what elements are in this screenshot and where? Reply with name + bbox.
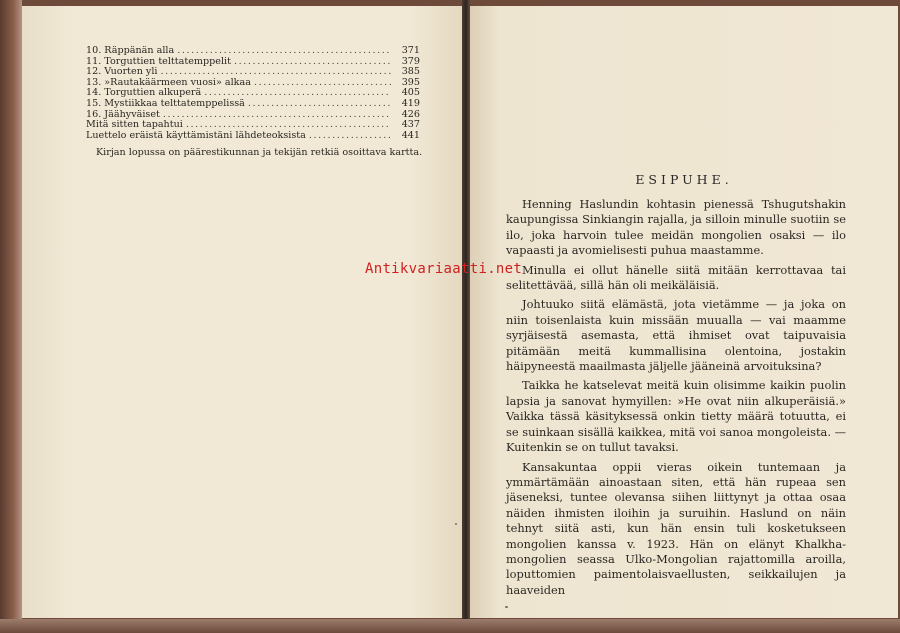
toc-entry-page: 395 bbox=[401, 76, 420, 88]
toc-entry-title: 16. Jäähyväiset bbox=[86, 108, 160, 120]
preface-paragraph: Taikka he katselevat meitä kuin olisimme kaikin puolin lapsia ja sanovat hymyillen: »He ovat niin alkuperäisiä.» Vaikka tässä käsityksessä onkin tietty määrä totuutta, ei se suinkaan sisällä kaikkea, mitä voi sanoa mongoleista. — Kuitenkin se on tullut tavaksi. bbox=[506, 378, 846, 455]
paper-speck bbox=[505, 606, 508, 608]
toc-entry bbox=[86, 99, 420, 110]
toc-entry-page: 385 bbox=[401, 66, 420, 78]
toc-leader-dots bbox=[163, 110, 391, 121]
toc-entry-page: 426 bbox=[401, 108, 420, 120]
preface-paragraph: Minulla ei ollut hänelle siitä mitään kerrottavaa tai selitettävää, sillä hän oli meikäläisiä. bbox=[506, 262, 846, 293]
preface-paragraph: Kansakuntaa oppii vieras oikein tuntemaan ja ymmärtämään ainoastaan siten, että hän rupeaa sen jäseneksi, tuntee olevansa siihen liittynyt ja ottaa osaa näiden ihmisten iloihin ja suruihin. Haslund on näin tehnyt siitä asti, kun hän ensin tuli kosketukseen mongolien kanssa v. 1923. Hän on elänyt Khalkha-mongolien seassa Ulko-Mongolian rajattomilla aroilla, loputtomien paimentolaisvaellusten, seikkailujen ja haaveiden bbox=[506, 459, 846, 597]
table-of-contents bbox=[86, 46, 420, 141]
toc-entry-title: 11. Torguttien telttatemppelit bbox=[86, 55, 231, 67]
toc-entry-page: 379 bbox=[401, 55, 420, 67]
book-cover-edge-left bbox=[0, 0, 22, 633]
toc-entry-title: 14. Torguttien alkuperä bbox=[86, 87, 202, 99]
book-cover-edge-bottom bbox=[0, 619, 900, 633]
preface-heading: ESIPUHE. bbox=[635, 172, 733, 187]
toc-entry bbox=[86, 46, 420, 57]
toc-entry-page: 419 bbox=[401, 97, 420, 109]
toc-entry-title: Luettelo eräistä käyttämistäni lähdeteoksista bbox=[86, 129, 306, 141]
book-gutter bbox=[462, 0, 470, 633]
map-note: Kirjan lopussa on päärestikunnan ja tekijän retkiä osoittava kartta. bbox=[96, 147, 423, 158]
toc-entry-title: 10. Räppänän alla bbox=[86, 45, 175, 56]
toc-entry-page: 405 bbox=[401, 87, 420, 99]
toc-leader-dots bbox=[248, 99, 391, 110]
toc-leader-dots bbox=[177, 46, 391, 57]
toc-entry-page: 437 bbox=[401, 119, 420, 131]
toc-entry-title: 15. Mystiikkaa telttatemppelissä bbox=[86, 97, 245, 109]
paper-speck bbox=[455, 523, 457, 525]
preface-body bbox=[506, 197, 846, 602]
toc-leader-dots bbox=[309, 131, 391, 142]
toc-entry-title: Mitä sitten tapahtui bbox=[86, 119, 183, 131]
toc-entry bbox=[86, 131, 420, 142]
preface-paragraph: Henning Haslundin kohtasin pienessä Tshugutshakin kaupungissa Sinkiangin rajalla, ja silloin minulle suotiin se ilo, joka harvoin tulee meidän mongolien osaksi — ilo vapaasti ja avomielisesti puhua maastamme. bbox=[506, 197, 846, 258]
toc-leader-dots bbox=[234, 57, 391, 68]
watermark: Antikvariaatti.net bbox=[365, 261, 523, 277]
toc-entry-title: 13. »Rautakäärmeen vuosi» alkaa bbox=[86, 76, 251, 88]
toc-entry-page: 441 bbox=[401, 129, 420, 141]
toc-entry-page: 371 bbox=[401, 45, 420, 56]
toc-leader-dots bbox=[254, 78, 391, 89]
toc-entry-title: 12. Vuorten yli bbox=[86, 66, 158, 78]
preface-paragraph: Johtuuko siitä elämästä, jota vietämme — ja joka on niin toisenlaista kuin missään muualla — vai maamme syrjäisestä asemasta, että ihmiset ovat taipuvaisia pitämään meitä kummallisina olentoina, jostakin häipyneestä maailmasta jäljelle jääneinä arvoituksina? bbox=[506, 297, 846, 374]
